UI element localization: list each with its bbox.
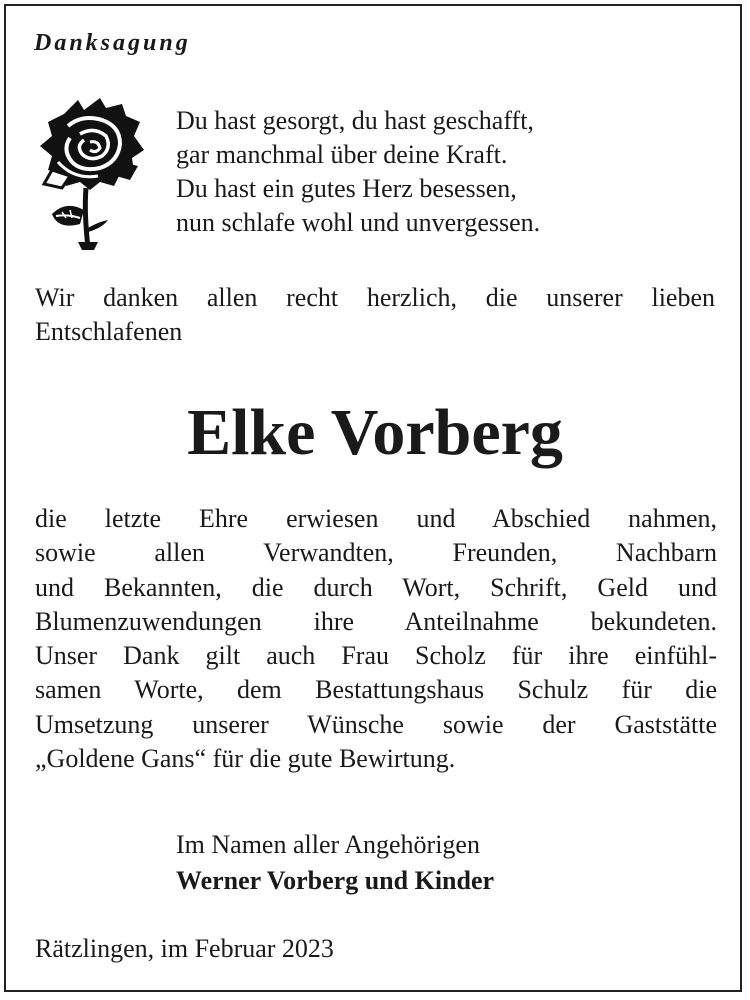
intro-text <box>35 281 715 349</box>
place-date: Rätzlingen, im Februar 2023 <box>35 934 334 963</box>
body-line: Unser Dank gilt auch Frau Scholz für ihre einfühl- <box>35 641 717 671</box>
notice-heading: Danksagung <box>34 30 191 56</box>
deceased-name: Elke Vorberg <box>187 396 563 469</box>
poem-line: Du hast ein gutes Herz besessen, <box>176 174 517 203</box>
signature <box>176 827 494 899</box>
signature-intro: Im Namen aller Angehörigen <box>176 830 480 859</box>
body-line: sowie allen Verwandten, Freunden, Nachbarn <box>35 538 717 568</box>
intro-line: Entschlafenen <box>35 317 183 346</box>
body-line: die letzte Ehre erwiesen und Abschied nahmen, <box>35 504 717 533</box>
rose-icon <box>22 92 150 254</box>
body-text <box>35 502 717 776</box>
poem-line: gar manchmal über deine Kraft. <box>176 140 508 169</box>
poem-line: Du hast gesorgt, du hast geschafft, <box>176 106 534 135</box>
body-line: und Bekannten, die durch Wort, Schrift, Geld und <box>35 572 717 602</box>
body-line: Umsetzung unserer Wünsche sowie der Gaststätte <box>35 709 717 739</box>
signature-names: Werner Vorberg und Kinder <box>176 866 495 895</box>
poem <box>176 104 540 240</box>
poem-line: nun schlafe wohl und unvergessen. <box>176 208 541 237</box>
body-line: samen Worte, dem Bestattungshaus Schulz für die <box>35 675 717 705</box>
body-line: „Goldene Gans“ für die gute Bewirtung. <box>35 744 456 774</box>
body-line: Blumenzuwendungen ihre Anteilnahme bekundeten. <box>35 606 717 636</box>
intro-line: Wir danken allen recht herzlich, die unserer lieben <box>35 283 715 312</box>
